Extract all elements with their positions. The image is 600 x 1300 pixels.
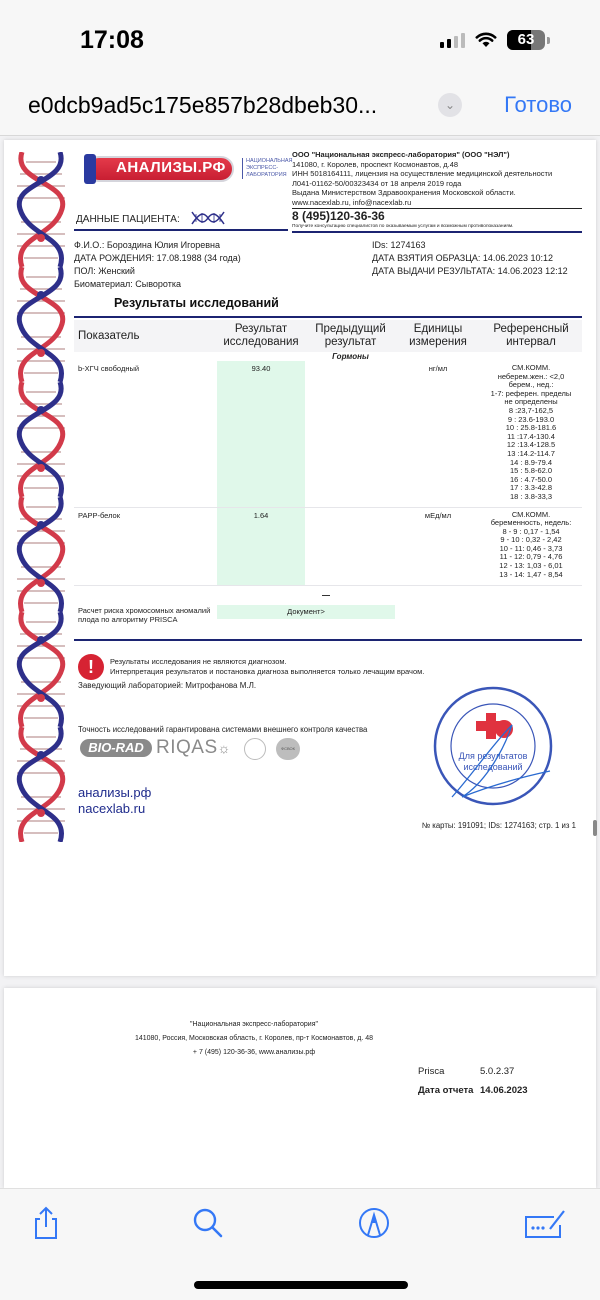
disclaimer: Результаты исследования не являются диагнозом. Интерпретация результатов и постановка диагноза выполняется только лечащим врачом. — [110, 657, 425, 676]
sample-date: ДАТА ВЗЯТИЯ ОБРАЗЦА: 14.06.2023 10:12 — [372, 253, 553, 263]
status-icons — [440, 30, 550, 50]
dna-decoration-icon — [12, 152, 70, 842]
link-analizy[interactable]: анализы.рф — [78, 785, 152, 800]
divider — [74, 229, 288, 231]
logo-subtitle: НАЦИОНАЛЬНАЯ ЭКСПРЕСС- ЛАБОРАТОРИЯ — [242, 158, 293, 179]
col-header: Показатель — [74, 320, 217, 352]
sample-info — [372, 239, 568, 278]
test-name: PAPP-белок — [74, 507, 217, 585]
test-unit: мЕд/мл — [396, 507, 480, 585]
table-row — [74, 361, 582, 507]
table-row — [74, 507, 582, 585]
share-icon[interactable] — [28, 1205, 64, 1241]
results-table — [74, 320, 582, 586]
svg-text:исследований: исследований — [463, 762, 523, 772]
home-indicator[interactable] — [194, 1281, 408, 1289]
stamp-icon — [432, 685, 554, 807]
status-bar — [0, 0, 600, 80]
certificate-icon — [244, 738, 266, 760]
previous-result — [305, 361, 396, 507]
link-nacexlab[interactable]: nacexlab.ru — [78, 801, 146, 816]
document-page-2 — [4, 988, 596, 1188]
col-header: Единицы измерения — [396, 320, 480, 352]
riqas-logo: RIQAS☼ — [156, 737, 231, 758]
col-header: Предыдущий результат — [305, 320, 396, 352]
head-of-lab: Заведующий лабораторией: Митрофанова М.Л. — [78, 681, 257, 690]
result-date: ДАТА ВЫДАЧИ РЕЗУЛЬТАТА: 14.06.2023 12:12 — [372, 266, 568, 276]
divider — [74, 639, 582, 641]
document-title[interactable]: e0dcb9ad5c175e857b28dbeb30... — [28, 92, 378, 118]
certificate-seal-icon: ФСВОК — [276, 738, 300, 760]
search-icon[interactable] — [190, 1205, 226, 1241]
patient-sex: ПОЛ: Женский — [74, 266, 135, 276]
scrollbar[interactable] — [593, 820, 597, 836]
table-header-row — [74, 320, 582, 352]
document-page-1 — [4, 140, 596, 976]
status-time: 17:08 — [80, 26, 144, 54]
reference-interval: СМ.КОММ. неберем.жен.: <2,0 берем., нед.: 1-7: референ. пределы не определены 8 :23,7-162,5 9 : 23.6-193.0 10 : 25.8-181.6 11 :17.4-130.4 12 :13.4-128.5 13 :14.2-114.7 14 : 8.9-79.4 15 : 5.8-62.0 16 : 4.7-50.0 17 : 3.3-42.8 18 : 3.8-33,3 — [480, 361, 582, 507]
prisca-document-link[interactable]: Документ> — [217, 605, 395, 619]
wifi-icon — [475, 32, 497, 48]
svg-text:Для результатов: Для результатов — [458, 751, 528, 761]
col-header: Результат исследования — [217, 320, 305, 352]
chevron-down-icon[interactable]: ⌄ — [438, 93, 462, 117]
reference-interval: СМ.КОММ. беременность, недель: 8 - 9 : 0,17 - 1,54 9 - 10 : 0,32 - 2,42 10 - 11: 0,46 - 3,73 11 - 12: 0,79 - 4,76 12 - 13: 1,03 - 6,01 13 - 14: 1,47 - 8,54 — [480, 507, 582, 585]
test-name: b-ХГЧ свободный — [74, 361, 217, 507]
results-title: Результаты исследований — [114, 296, 279, 310]
card-info: № карты: 191091; IDs: 1274163; стр. 1 из 1 — [421, 821, 576, 830]
divider — [322, 595, 330, 596]
patient-info — [74, 239, 241, 291]
markup-icon[interactable] — [356, 1205, 392, 1241]
group-label: Гормоны — [332, 352, 369, 361]
group-row — [74, 352, 582, 361]
patient-biomaterial: Биоматериал: Сыворотка — [74, 279, 181, 289]
site-links — [78, 785, 151, 817]
divider — [74, 316, 582, 318]
test-unit: нг/мл — [396, 361, 480, 507]
previous-result — [305, 507, 396, 585]
patient-ids: IDs: 1274163 — [372, 240, 426, 250]
dna-small-icon — [190, 210, 226, 226]
battery-tip — [547, 37, 550, 44]
report-date-row: Дата отчета 14.06.2023 — [418, 1085, 528, 1096]
sign-icon[interactable] — [524, 1205, 568, 1241]
software-row: Prisca 5.0.2.37 — [418, 1066, 515, 1077]
prisca-label: Расчет риска хромосомных аномалий плода по алгоритму PRISCA — [78, 606, 211, 624]
warning-icon: ! — [78, 654, 104, 680]
analizy-logo: АНАЛИЗЫ.РФ — [86, 156, 236, 184]
patient-name: Ф.И.О.: Бороздина Юлия Игоревна — [74, 240, 220, 250]
test-result: 1.64 — [217, 507, 305, 585]
organization-info: ООО "Национальная экспресс-лаборатория" (ООО "НЭЛ") 141080, г. Королев, проспект Космонавтов, д.48 ИНН 5018164111, лицензия на осуществление медицинской деятельности Л041-01162-50/00323434 от 18 апреля 2019 года Выдана Министерством Здравоохранения Московской области. www.nacexlab.ru, info@nacexlab.ru 8 (495)120-36-36 Получите консультацию специалистов по оказываемым услугам и возможным противопоказаниям. — [292, 150, 582, 233]
biorad-logo: BIO-RAD — [80, 739, 152, 757]
patient-dob: ДАТА РОЖДЕНИЯ: 17.08.1988 (34 года) — [74, 253, 241, 263]
col-header: Референсный интервал — [480, 320, 582, 352]
patient-data-label: ДАННЫЕ ПАЦИЕНТА: — [76, 214, 180, 225]
page2-org-info: "Национальная экспресс-лаборатория" 141080, Россия, Московская область, г. Королев, пр-т Космонавтов, д. 48 + 7 (495) 120-36-36, www.анализы.рф — [134, 1021, 374, 1056]
quality-note: Точность исследований гарантирована системами внешнего контроля качества — [78, 725, 368, 734]
test-result: 93.40 — [217, 361, 305, 507]
battery-icon: 63 — [507, 30, 545, 50]
signal-icon — [440, 32, 465, 48]
done-button[interactable]: Готово — [504, 92, 572, 117]
org-phone: 8 (495)120-36-36 — [292, 208, 582, 223]
nav-bar — [0, 80, 600, 136]
